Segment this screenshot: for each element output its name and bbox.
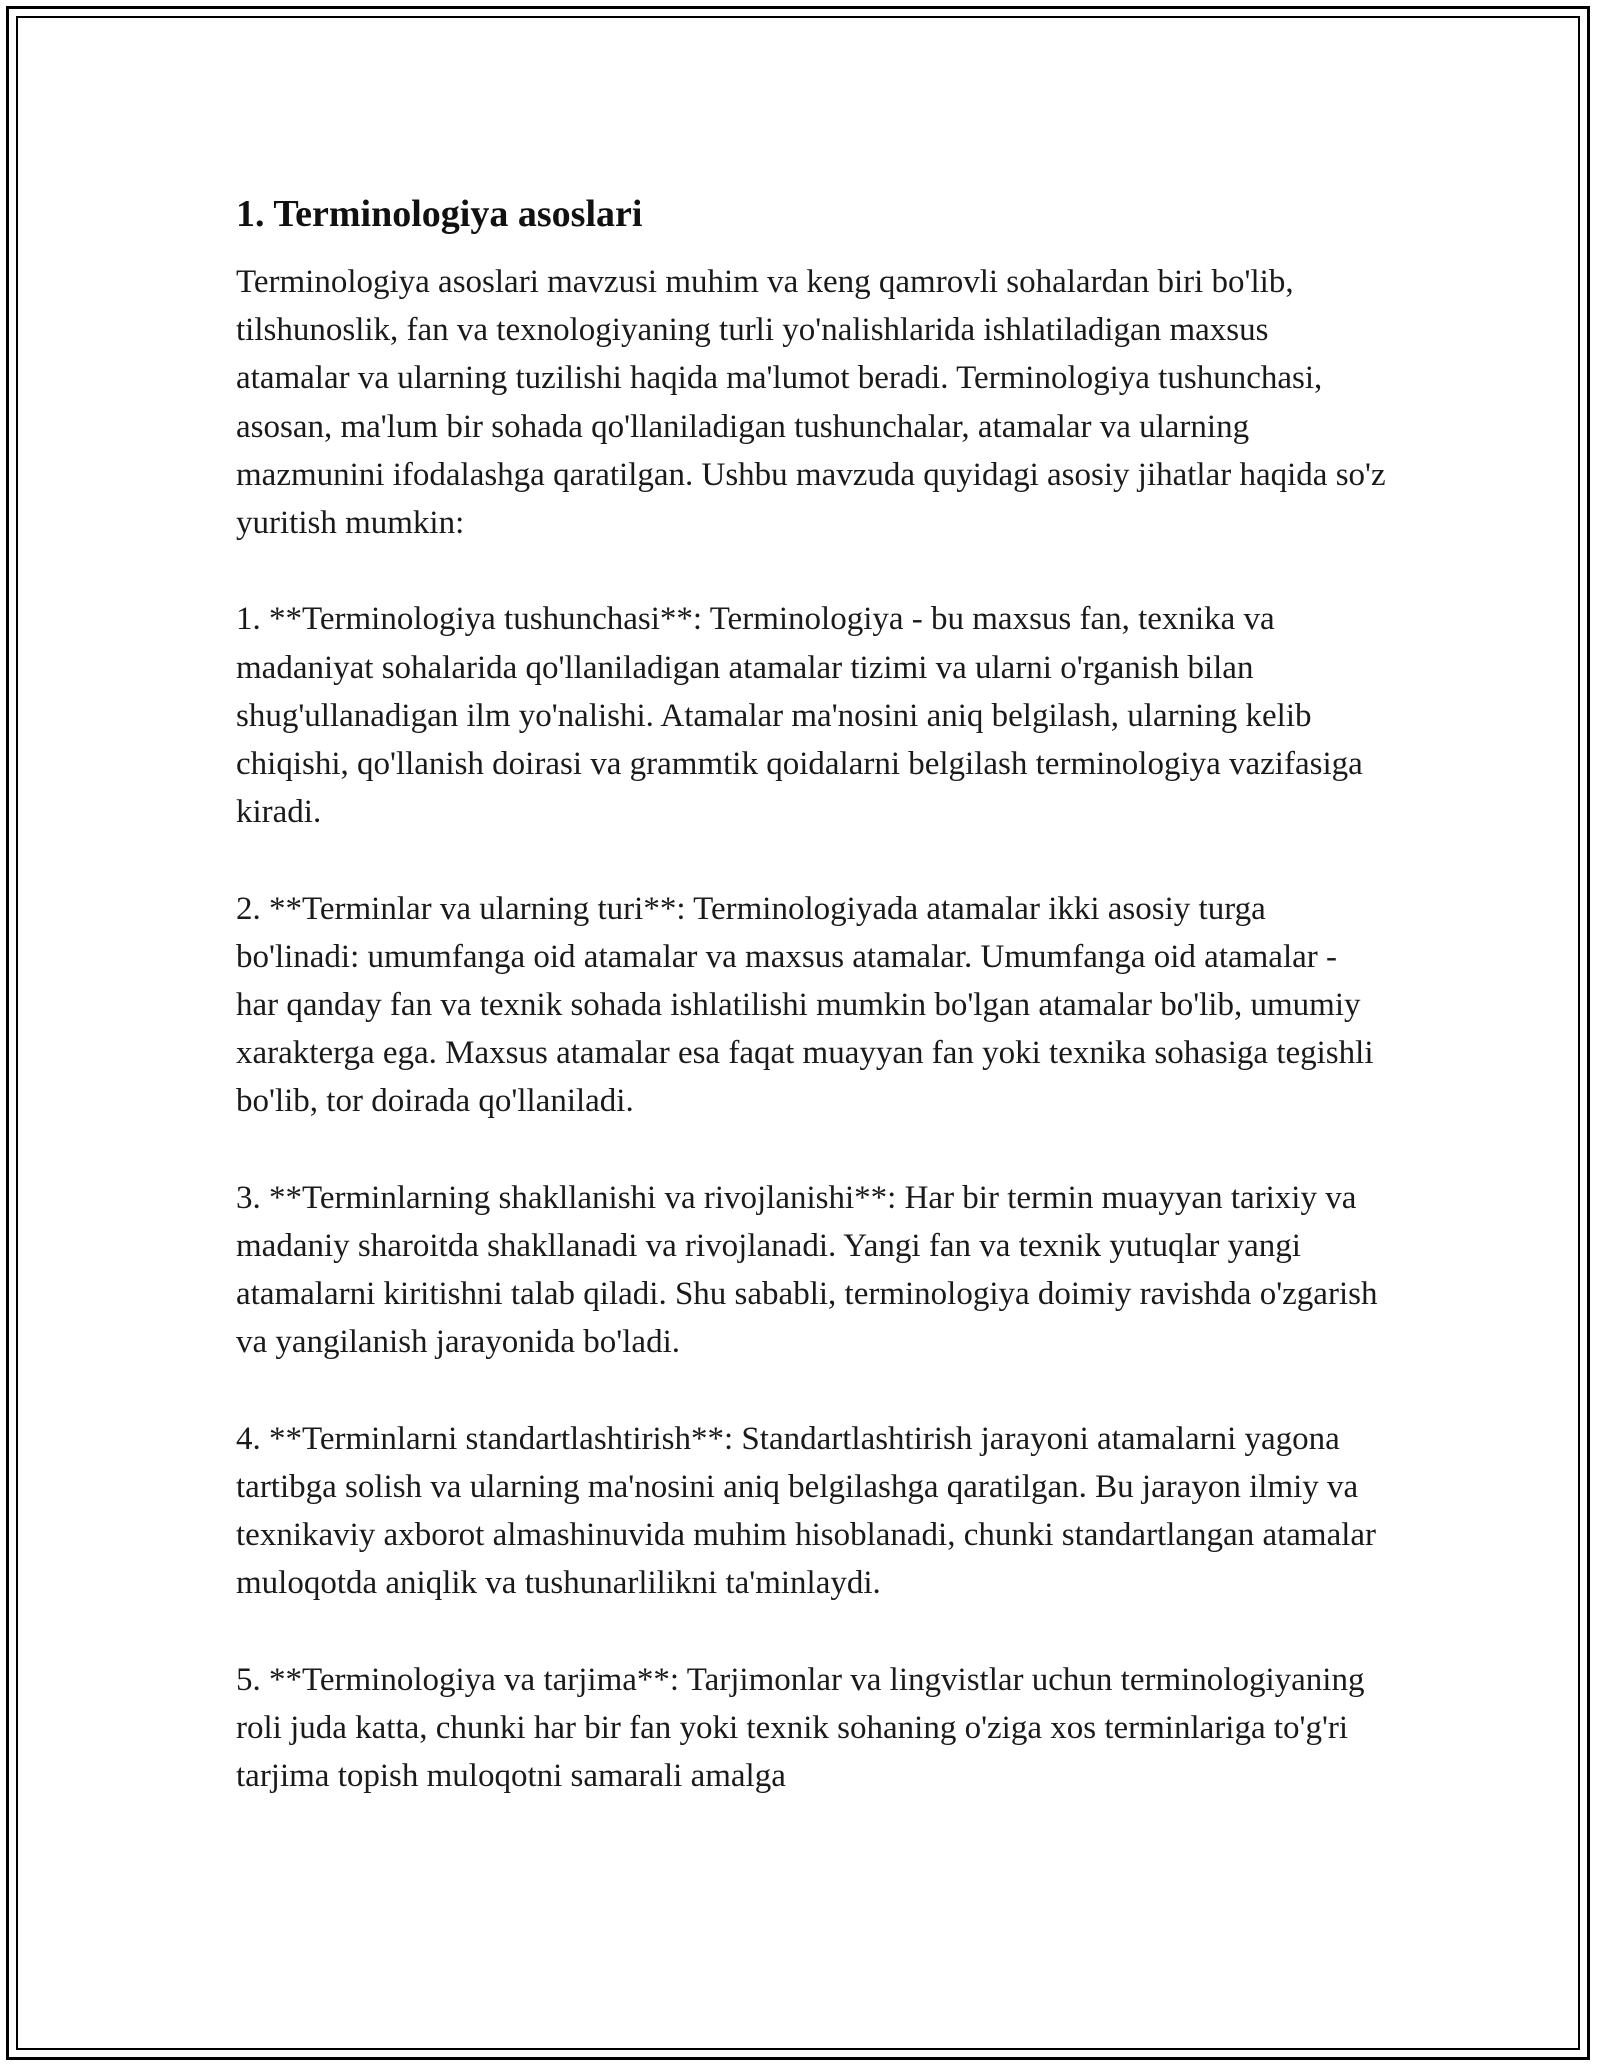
document-body: [236, 188, 1386, 1849]
intro-paragraph: Terminologiya asoslari mavzusi muhim va keng qamrovli sohalardan biri bo'lib, tilshunoslik, fan va texnologiyaning turli yo'nalishlarida ishlatiladigan maxsus atamalar va ularning tuzilishi haqida ma'lumot beradi. Terminologiya tushunchasi, asosan, ma'lum bir sohada qo'llaniladigan tushunchalar, atamalar va ularning mazmunini ifodalashga qaratilgan. Ushbu mavzuda quyidagi asosiy jihatlar haqida so'z yuritish mumkin:: [236, 264, 1386, 542]
list-item-1: 1. **Terminologiya tushunchasi**: Terminologiya - bu maxsus fan, texnika va madaniyat sohalarida qo'llaniladigan atamalar tizimi va ularni o'rganish bilan shug'ullanadigan ilm yo'nalishi. Atamalar ma'nosini aniq belgilash, ularning kelib chiqishi, qo'llanish doirasi va grammtik qoidalarni belgilash terminologiya vazifasiga kiradi.: [236, 601, 1363, 831]
list-item-3: 3. **Terminlarning shakllanishi va rivojlanishi**: Har bir termin muayyan tarixiy va madaniy sharoitda shakllanadi va rivojlanadi. Yangi fan va texnik yutuqlar yangi atamalarni kiritishni talab qiladi. Shu sababli, terminologiya doimiy ravishda o'zgarish va yangilanish jarayonida bo'ladi.: [236, 1179, 1378, 1361]
document-title: 1. Terminologiya asoslari: [236, 193, 643, 235]
list-item-5: 5. **Terminologiya va tarjima**: Tarjimonlar va lingvistlar uchun terminologiyaning roli juda katta, chunki har bir fan yoki texnik sohaning o'ziga xos terminlariga to'g'ri tarjima topish muloqotni samarali amalga: [236, 1661, 1365, 1795]
list-item-2: 2. **Terminlar va ularning turi**: Terminologiyada atamalar ikki asosiy turga bo'linadi: umumfanga oid atamalar va maxsus atamalar. Umumfanga oid atamalar - har qanday fan va texnik sohada ishlatilishi mumkin bo'lgan atamalar bo'lib, umumiy xarakterga ega. Maxsus atamalar esa faqat muayyan fan yoki texnika sohasiga tegishli bo'lib, tor doirada qo'llaniladi.: [236, 890, 1374, 1120]
list-item-4: 4. **Terminlarni standartlashtirish**: Standartlashtirish jarayoni atamalarni yagona tartibga solish va ularning ma'nosini aniq belgilashga qaratilgan. Bu jarayon ilmiy va texnikaviy axborot almashinuvida muhim hisoblanadi, chunki standartlangan atamalar muloqotda aniqlik va tushunarlilikni ta'minlaydi.: [236, 1420, 1377, 1602]
